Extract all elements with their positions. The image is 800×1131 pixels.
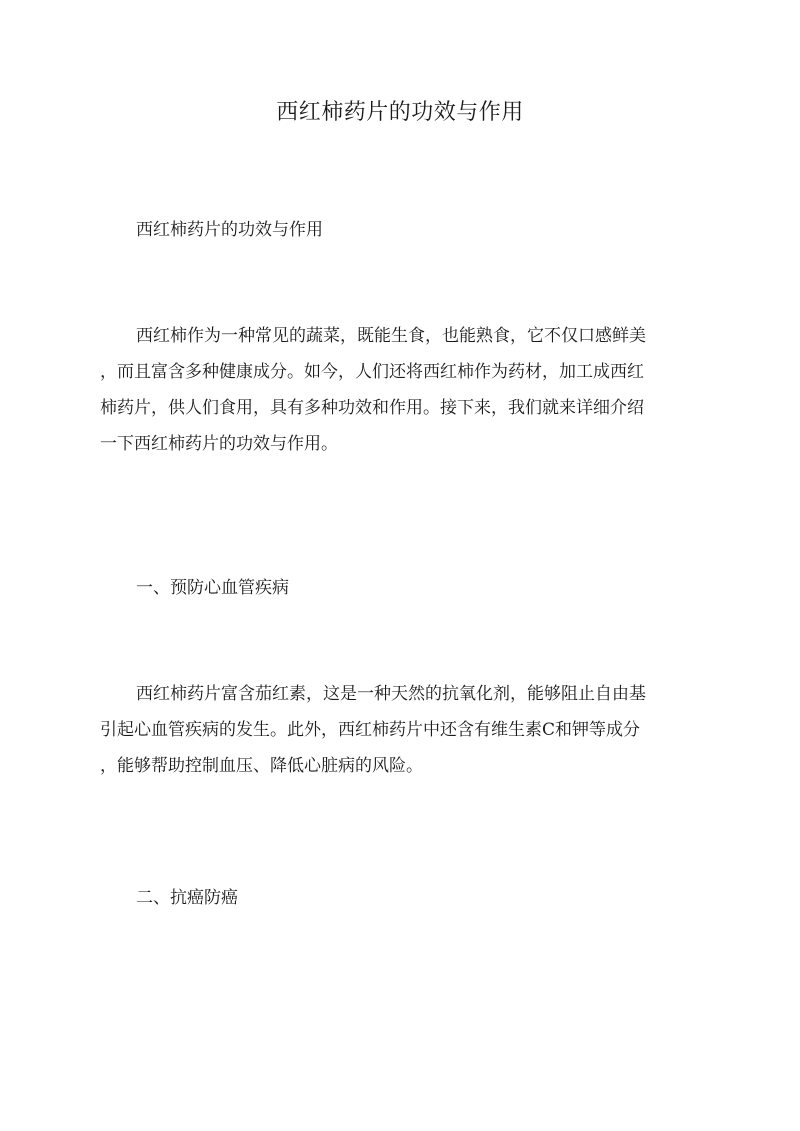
document-title: 西红柿药片的功效与作用 <box>276 100 524 125</box>
section2-heading: 二、抗癌防癌 <box>136 888 238 908</box>
section1-line: 引起心血管疾病的发生。此外，西红柿药片中还含有维生素C和钾等成分 <box>100 720 641 740</box>
section1-heading-block <box>100 570 705 606</box>
intro-line: ，而且富含多种健康成分。如今，人们还将西红柿作为药材，加工成西红 <box>100 362 644 382</box>
intro-line: 一下西红柿药片的功效与作用。 <box>100 434 338 454</box>
section1-line: ，能够帮助控制血压、降低心脏病的风险。 <box>100 756 423 776</box>
subtitle-text: 西红柿药片的功效与作用 <box>136 220 323 240</box>
section1-heading: 一、预防心血管疾病 <box>136 578 289 598</box>
section2-heading-block <box>100 880 705 916</box>
section1-line: 西红柿药片富含茄红素，这是一种天然的抗氧化剂，能够阻止自由基 <box>136 684 646 704</box>
intro-paragraph <box>100 318 705 462</box>
intro-line: 柿药片，供人们食用，具有多种功效和作用。接下来，我们就来详细介绍 <box>100 398 644 418</box>
subtitle <box>100 212 705 248</box>
intro-line: 西红柿作为一种常见的蔬菜，既能生食，也能熟食，它不仅口感鲜美 <box>136 326 646 346</box>
section1-paragraph <box>100 676 705 784</box>
